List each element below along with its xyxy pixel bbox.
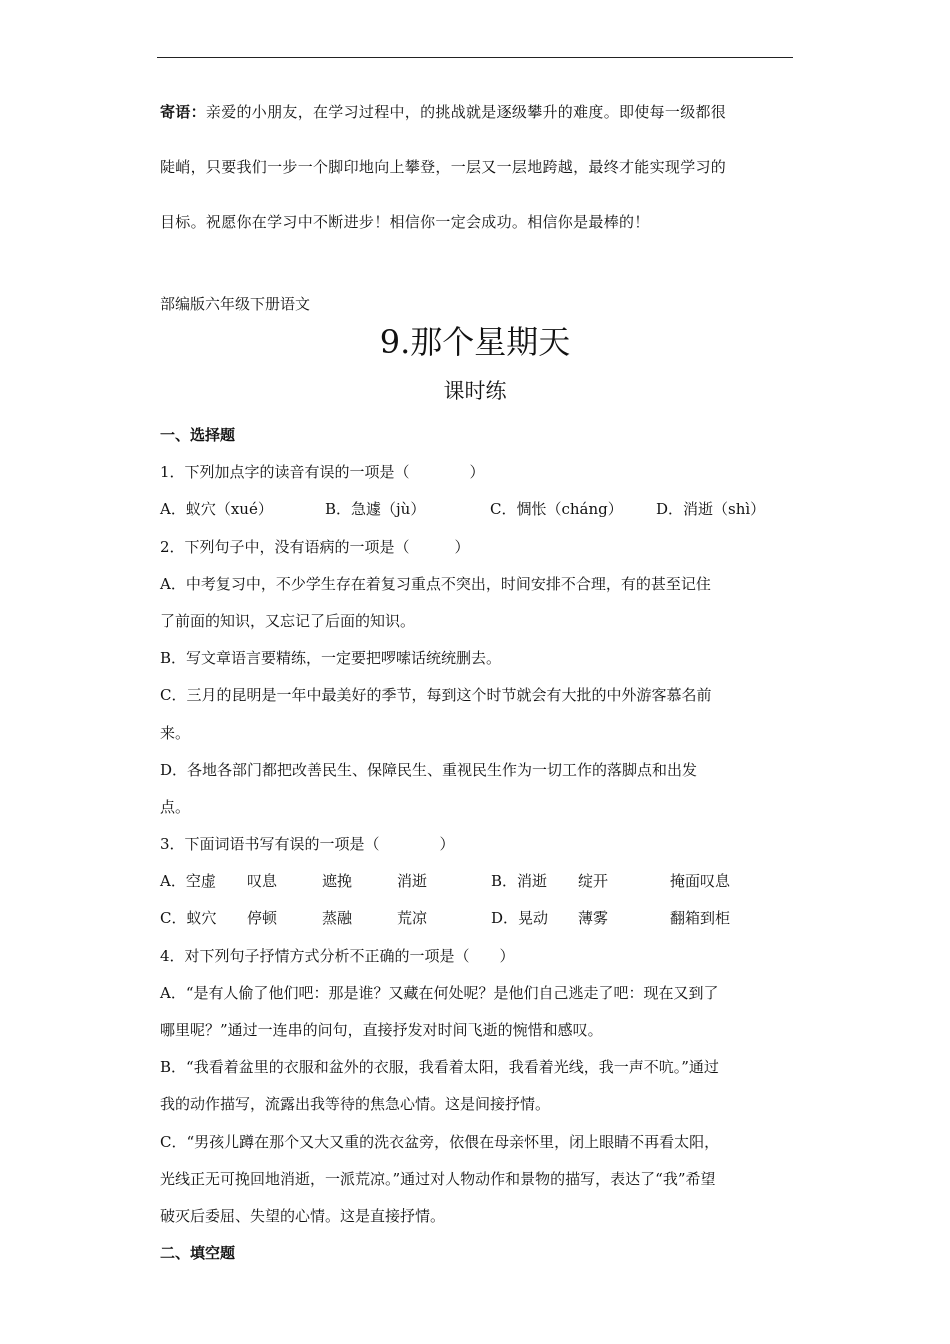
q3-options-ab <box>160 863 796 900</box>
motto-line-1 <box>160 85 796 140</box>
motto-paragraph <box>160 85 796 250</box>
q4-option-c-line2: 光线正无可挽回地消逝，一派荒凉。”通过对人物动作和景物的描写，表达了“我”希望 <box>160 1169 716 1188</box>
q3-option-a-word: 叹息 <box>247 872 278 891</box>
q2-option-c-line2: 来。 <box>160 723 191 742</box>
q4-option-c-line3: 破灭后委屈、失望的心情。这是直接抒情。 <box>160 1206 446 1225</box>
motto-line-2: 陡峭，只要我们一步一个脚印地向上攀登，一层又一层地跨越，最终才能实现学习的 <box>160 158 727 176</box>
q2-option-d-line1: D．各地各部门都把改善民生、保障民生、重视民生作为一切工作的落脚点和出发 <box>160 760 698 779</box>
section-heading-choice: 一、选择题 <box>160 426 236 444</box>
q4-option-c-line1: C．“男孩儿蹲在那个又大又重的洗衣盆旁，依偎在母亲怀里，闭上眼睛不再看太阳， <box>160 1132 720 1151</box>
section-heading-fill: 二、填空题 <box>160 1244 236 1263</box>
page-title: 9.那个星期天 <box>379 323 571 361</box>
edition-label: 部编版六年级下册语文 <box>160 295 311 313</box>
q4-stem: 4．对下列句子抒情方式分析不正确的一项是（ ） <box>160 946 515 965</box>
motto-lead: 寄语： <box>160 103 206 121</box>
q2-option-d-line2: 点。 <box>160 797 191 816</box>
q3-option-d-word: 薄雾 <box>578 909 609 928</box>
q3-option-a-word: 消逝 <box>397 872 428 891</box>
q3-option-d-word: 翻箱到柜 <box>670 909 731 928</box>
q2-option-a-line2: 了前面的知识，又忘记了后面的知识。 <box>160 611 416 630</box>
q3-option-c-word: 停顿 <box>247 909 278 928</box>
motto-line-3: 目标。祝愿你在学习中不断进步！相信你一定会成功。相信你是最棒的！ <box>160 213 650 231</box>
q2-stem: 2．下列句子中，没有语病的一项是（ ） <box>160 537 470 556</box>
exercise-body <box>160 417 796 1272</box>
q2-option-b: B．写文章语言要精练，一定要把啰嗦话统统删去。 <box>160 649 502 668</box>
q3-stem: 3．下面词语书写有误的一项是（ ） <box>160 835 455 854</box>
header-rule <box>157 57 793 58</box>
q1-option-d: D．消逝（shì） <box>656 500 766 519</box>
q3-option-b-word: 绽开 <box>578 872 609 891</box>
q1-option-a: A．蚁穴（xué） <box>160 500 273 519</box>
q3-option-b-label: B．消逝 <box>491 872 548 891</box>
q3-option-a-label: A．空虚 <box>160 872 216 891</box>
page-subtitle: 课时练 <box>443 379 507 403</box>
q4-option-b-line2: 我的动作描写，流露出我等待的焦急心情。这是间接抒情。 <box>160 1095 551 1114</box>
q3-option-a-word: 遮挽 <box>322 872 353 891</box>
q3-option-c-word: 蒸融 <box>322 909 353 928</box>
q1-option-c: C．惆怅（cháng） <box>490 500 623 519</box>
q1-option-b: B．急遽（jù） <box>325 500 426 519</box>
q2-option-c-line1: C．三月的昆明是一年中最美好的季节，每到这个时节就会有大批的中外游客慕名前 <box>160 686 712 705</box>
motto-text-1: 亲爱的小朋友，在学习过程中，的挑战就是逐级攀升的难度。即使每一级都很 <box>205 103 727 121</box>
q3-options-cd <box>160 900 796 937</box>
q4-option-a-line1: A．“是有人偷了他们吧：那是谁？又藏在何处呢？是他们自己逃走了吧：现在又到了 <box>160 983 719 1002</box>
q3-option-d-label: D．晃动 <box>491 909 549 928</box>
q1-stem: 1．下列加点字的读音有误的一项是（ ） <box>160 463 485 482</box>
q1-options <box>160 491 796 528</box>
q2-option-a-line1: A．中考复习中，不少学生存在着复习重点不突出，时间安排不合理，有的甚至记住 <box>160 574 711 593</box>
q3-option-b-word: 掩面叹息 <box>670 872 731 891</box>
q3-option-c-label: C．蚁穴 <box>160 909 217 928</box>
q3-option-c-word: 荒凉 <box>397 909 428 928</box>
q4-option-b-line1: B．“我看着盆里的衣服和盆外的衣服，我看着太阳，我看着光线，我一声不吭。”通过 <box>160 1058 719 1077</box>
q4-option-a-line2: 哪里呢？”通过一连串的问句，直接抒发对时间飞逝的惋惜和感叹。 <box>160 1021 603 1039</box>
